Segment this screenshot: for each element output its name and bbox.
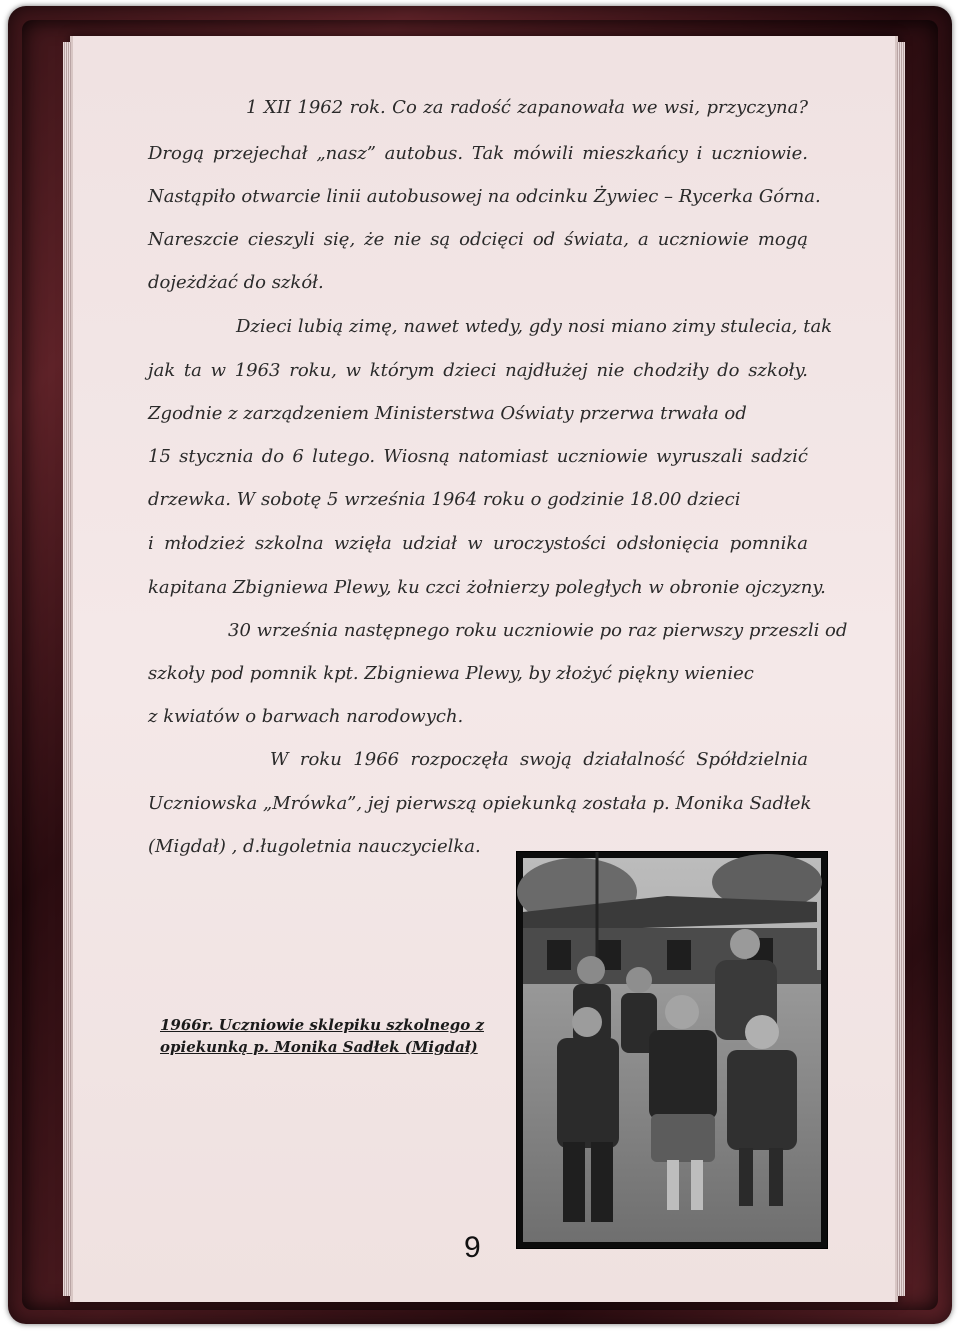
text-line: 1 XII 1962 rok. Co za radość zapanowała we wsi, przyczyna? <box>246 97 808 118</box>
text-line: Nareszcie cieszyli się, że nie są odcięci od świata, a uczniowie mogą <box>148 229 808 250</box>
text-line: drzewka. W sobotę 5 września 1964 roku o godzinie 18.00 dzieci <box>148 489 741 510</box>
text-line: Nastąpiło otwarcie linii autobusowej na odcinku Żywiec – Rycerka Górna. <box>148 186 821 207</box>
text-line: kapitana Zbigniewa Plewy, ku czci żołnierzy poległych w obronie ojczyzny. <box>148 577 826 598</box>
text-line: dojeżdżać do szkół. <box>148 272 324 293</box>
text-line: Drogą przejechał „nasz” autobus. Tak mówili mieszkańcy i uczniowie. <box>148 143 808 164</box>
photo-image <box>517 852 827 1248</box>
photo-caption <box>160 1014 484 1058</box>
photo-caption-line: opiekunką p. Monika Sadłek (Migdał) <box>160 1038 478 1056</box>
text-line: jak ta w 1963 roku, w którym dzieci najdłużej nie chodziły do szkoły. <box>148 360 808 381</box>
text-line: (Migdał) , d.ługoletnia nauczycielka. <box>148 836 481 857</box>
text-line: Dzieci lubią zimę, nawet wtedy, gdy nosi miano zimy stulecia, tak <box>236 316 833 337</box>
text-line: W roku 1966 rozpoczęła swoją działalność Spółdzielnia <box>270 749 808 770</box>
school-shop-photo <box>516 851 828 1249</box>
text-line: Uczniowska „Mrówka”, jej pierwszą opiekunką została p. Monika Sadłek <box>148 793 812 814</box>
photo-caption-line: 1966r. Uczniowie sklepiku szkolnego z <box>160 1016 484 1034</box>
text-line: Zgodnie z zarządzeniem Ministerstwa Oświaty przerwa trwała od <box>148 403 747 424</box>
text-line: 15 stycznia do 6 lutego. Wiosną natomiast uczniowie wyruszali sadzić <box>148 446 808 467</box>
text-line: 30 września następnego roku uczniowie po raz pierwszy przeszli od <box>228 620 848 641</box>
text-line: z kwiatów o barwach narodowych. <box>148 706 464 727</box>
text-line: szkoły pod pomnik kpt. Zbigniewa Plewy, by złożyć piękny wieniec <box>148 663 754 684</box>
text-line: i młodzież szkolna wzięła udział w uroczystości odsłonięcia pomnika <box>148 533 808 554</box>
page-number: 9 <box>464 1231 481 1264</box>
